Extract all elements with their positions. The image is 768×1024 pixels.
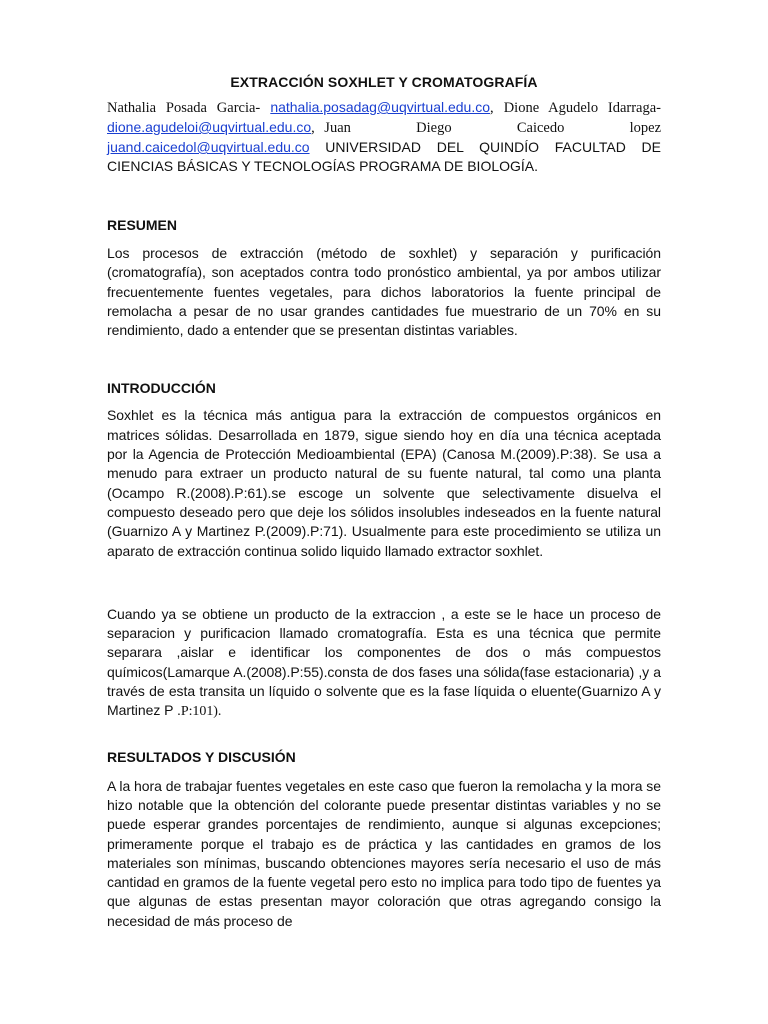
author-2-email-link[interactable]: dione.agudeloi@uqvirtual.edu.co	[107, 119, 312, 135]
author-1-name: Nathalia Posada Garcia-	[107, 100, 261, 116]
author-separator: ,	[311, 120, 315, 136]
introduccion-paragraph-1: Soxhlet es la técnica más antigua para la extracción de compuestos orgánicos en matrices sólidas. Desarrollada en 1879, sigue siendo hoy en día una técnica aceptada por la Agencia de Protección Medioambiental (EPA) (Canosa M.(2009).P:38). Se usa a menudo para extraer un producto natural de su fuente natural, tal como una planta (Ocampo R.(2008).P:61).se escoge un solvente que selectivamente disuelva el compuesto deseado pero que deje los sólidos insolubles indeseados en la fuente natural (Guarnizo A y Martinez P.(2009).P:71). Usualmente para este procedimiento se utiliza un aparato de extracción continua solido liquido llamado extractor soxhlet.	[107, 407, 661, 559]
author-block	[107, 98, 661, 176]
author-3-email-link[interactable]: juand.caicedol@uqvirtual.edu.co	[107, 139, 310, 155]
introduccion-paragraph-2	[107, 605, 661, 722]
author-separator: ,	[490, 100, 494, 116]
introduccion-paragraph-2-text: Cuando ya se obtiene un producto de la extraccion , a este se le hace un proceso de separacion y purificacion llamado cromatografía. Esta es una técnica que permite separara ,aislar e identificar los componentes de dos o más compuestos químicos(Lamarque A.(2008).P:55).consta de dos fases una sólida(fase estacionaria) ,y a través de esta transita un líquido o solvente que es la fase líquida o eluente(Guarnizo A y Martinez P .	[107, 605, 661, 719]
document-title: EXTRACCIÓN SOXHLET Y CROMATOGRAFÍA	[230, 74, 538, 90]
author-3-name: Juan Diego Caicedo lopez	[324, 120, 662, 136]
resumen-paragraph: Los procesos de extracción (método de soxhlet) y separación y purificación (cromatografía), son aceptados contra todo pronóstico ambiental, ya por ambos utilizar frecuentemente fuentes vegetales, para dichos laboratorios la fuente principal de remolacha a pesar de no usar grandes cantidades fue muestrario de un 70% en su rendimiento, dado a entender que se presentan distintas variables.	[107, 245, 661, 339]
affiliation: UNIVERSIDAD DEL QUINDÍO FACULTAD DE CIENCIAS BÁSICAS Y TECNOLOGÍAS PROGRAMA DE BIOLOGÍA.	[107, 139, 661, 174]
introduccion-heading: INTRODUCCIÓN	[107, 380, 216, 397]
author-2-name: Dione Agudelo Idarraga-	[503, 100, 661, 116]
introduccion-paragraph-2-citation: P:101).	[180, 704, 222, 720]
resultados-heading: RESULTADOS Y DISCUSIÓN	[107, 748, 296, 765]
author-1-email-link[interactable]: nathalia.posadag@uqvirtual.edu.co	[270, 99, 491, 115]
resultados-paragraph: A la hora de trabajar fuentes vegetales en este caso que fueron la remolacha y la mora se hizo notable que la obtención del colorante puede presentar distintas variables y no se puede esperar grandes porcentajes de rendimiento, aunque si algunas excepciones; primeramente porque el trabajo es de práctica y las cantidades en gramos de los materiales son mínimas, buscando obtenciones mayores sería necesario el uso de más cantidad en gramos de la fuente vegetal pero esto no implica para todo tipo de fuentes ya que algunas de estas presentan mayor coloración que otras agregando consigo la necesidad de más proceso de	[107, 777, 661, 929]
resumen-heading: RESUMEN	[107, 217, 178, 233]
document-page	[107, 72, 661, 931]
